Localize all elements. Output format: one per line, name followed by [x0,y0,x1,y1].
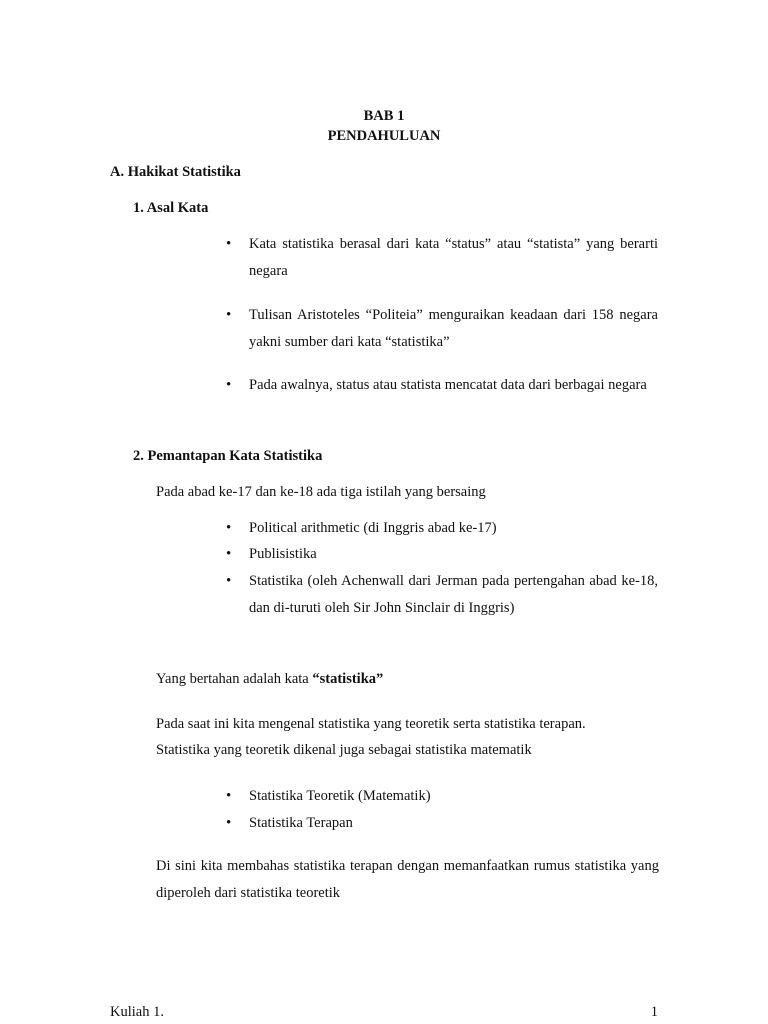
page-number: 1 [650,1004,658,1020]
list-item: Kata statistika berasal dari kata “status” atau “statista” yang berarti negara [249,236,658,279]
list-item: Publisistika [249,546,317,562]
list-item: Statistika Teoretik (Matematik) [249,788,431,804]
bullet-marker: • [226,788,232,804]
list-item: Pada awalnya, status atau statista mencatat data dari berbagai negara [249,377,647,393]
subsection-1-title: 1. Asal Kata [133,200,209,216]
paragraph-line: Statistika yang teoretik dikenal juga sebagai statistika matematik [156,742,532,758]
bullet-marker: • [226,815,232,831]
bullet-marker: • [226,573,232,589]
list-item: Political arithmetic (di Inggris abad ke-17) [249,520,497,536]
bullet-marker: • [226,520,232,536]
footer-left: Kuliah 1. [110,1004,164,1020]
chapter-label: BAB 1 [363,108,405,124]
survivor-word: “statistika” [312,671,384,687]
subsection-2-intro: Pada abad ke-17 dan ke-18 ada tiga istilah yang bersaing [156,484,486,500]
closing-paragraph: Di sini kita membahas statistika terapan dengan memanfaatkan rumus statistika yang diperoleh dari statistika teoretik [156,858,659,901]
survivor-line [156,671,383,688]
bullet-marker: • [226,307,232,323]
bullet-marker: • [226,546,232,562]
section-a-title: A. Hakikat Statistika [110,164,241,180]
subsection-2-title: 2. Pemantapan Kata Statistika [133,448,323,464]
bullet-marker: • [226,377,232,393]
chapter-title: PENDAHULUAN [327,128,441,144]
paragraph-line: Pada saat ini kita mengenal statistika yang teoretik serta statistika terapan. [156,716,586,732]
survivor-prefix: Yang bertahan adalah kata [156,671,313,687]
list-item: Statistika (oleh Achenwall dari Jerman pada pertengahan abad ke-18, dan di-turuti oleh Sir John Sinclair di Inggris) [249,573,658,616]
bullet-marker: • [226,236,232,252]
list-item: Statistika Terapan [249,815,353,831]
list-item: Tulisan Aristoteles “Politeia” menguraikan keadaan dari 158 negara yakni sumber dari kata “statistika” [249,307,658,350]
